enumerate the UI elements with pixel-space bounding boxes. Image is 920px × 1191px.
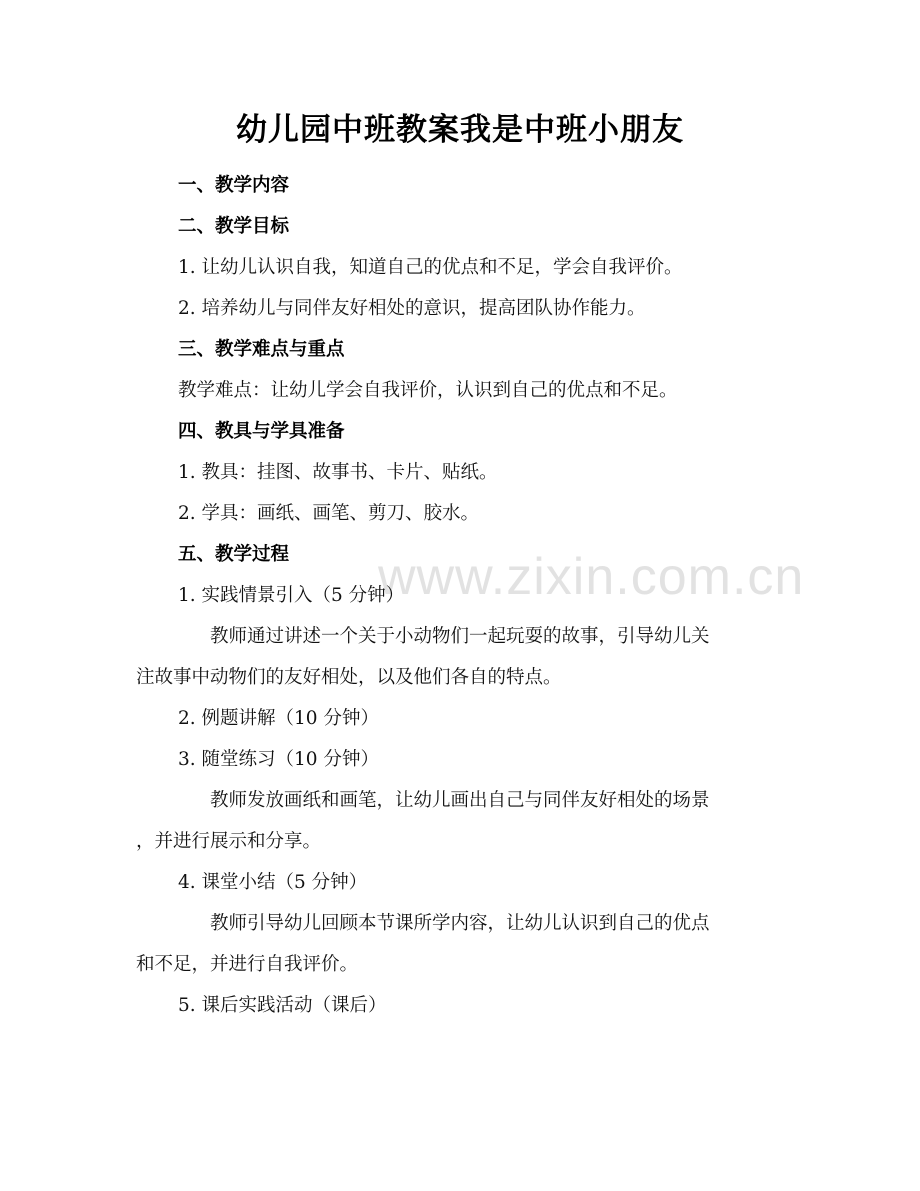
process-step-5: 5. 课后实践活动（课后） <box>178 995 387 1016</box>
process-step-4-text-cont: 和不足，并进行自我评价。 <box>136 954 359 975</box>
process-step-1-text-cont: 注故事中动物们的友好相处，以及他们各自的特点。 <box>136 667 562 688</box>
process-step-4-text: 教师引导幼儿回顾本节课所学内容，让幼儿认识到自己的优点 <box>210 913 710 934</box>
section-heading-goals: 二、教学目标 <box>178 216 290 237</box>
material-item-1: 1. 教具：挂图、故事书、卡片、贴纸。 <box>178 462 498 483</box>
process-step-3-text: 教师发放画纸和画笔，让幼儿画出自己与同伴友好相处的场景 <box>210 790 710 811</box>
difficulty-text: 教学难点：让幼儿学会自我评价，认识到自己的优点和不足。 <box>178 380 678 401</box>
document-title: 幼儿园中班教案我是中班小朋友 <box>236 112 684 148</box>
section-heading-difficulties: 三、教学难点与重点 <box>178 339 345 360</box>
goal-item-1: 1. 让幼儿认识自我，知道自己的优点和不足，学会自我评价。 <box>178 257 683 278</box>
process-step-4: 4. 课堂小结（5 分钟） <box>178 872 368 893</box>
process-step-3: 3. 随堂练习（10 分钟） <box>178 749 379 770</box>
process-step-1: 1. 实践情景引入（5 分钟） <box>178 585 405 606</box>
goal-item-2: 2. 培养幼儿与同伴友好相处的意识，提高团队协作能力。 <box>178 298 646 319</box>
section-heading-process: 五、教学过程 <box>178 544 290 565</box>
process-step-1-text: 教师通过讲述一个关于小动物们一起玩耍的故事，引导幼儿关 <box>210 626 710 647</box>
section-heading-materials: 四、教具与学具准备 <box>178 421 345 442</box>
watermark: www.zixin.com.cn <box>378 548 805 606</box>
section-heading-content: 一、教学内容 <box>178 175 290 196</box>
process-step-3-text-cont: ，并进行展示和分享。 <box>136 831 322 852</box>
material-item-2: 2. 学具：画纸、画笔、剪刀、胶水。 <box>178 503 480 524</box>
process-step-2: 2. 例题讲解（10 分钟） <box>178 708 379 729</box>
